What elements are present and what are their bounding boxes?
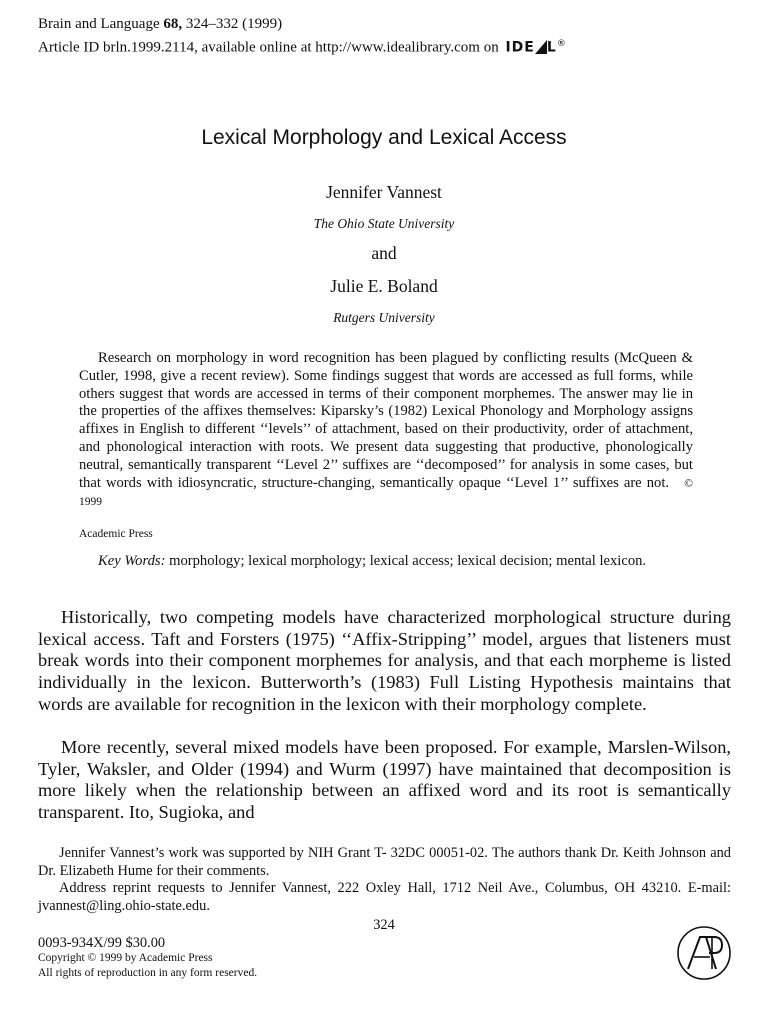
author-name-1: Jennifer Vannest (326, 182, 442, 202)
body-paragraph-2: More recently, several mixed models have been proposed. For example, Marslen-Wilson, Tyler, Waksler, and Older (1994) and Wurm (1997) have maintained that decomposition is more likely when the relationship between an affixed word and its root is semantically transparent. Ito, Sugioka, and (38, 737, 731, 823)
journal-volume: 68, (163, 16, 183, 32)
abstract-press: Academic Press (79, 528, 153, 540)
journal-name: Brain and Language (38, 16, 160, 32)
author-affiliation-2: Rutgers University (333, 310, 435, 325)
author-name-2: Julie E. Boland (330, 276, 438, 296)
article-title: Lexical Morphology and Lexical Access (201, 126, 567, 149)
footnote-funding: Jennifer Vannest’s work was supported by NIH Grant T- 32DC 00051-02. The authors thank Dr. Keith Johnson and Dr. Elizabeth Hume for their comments. (38, 845, 731, 879)
abstract-text: Research on morphology in word recognition has been plagued by conflicting results (McQueen & Cutler, 1998, give a recent review). Some findings suggest that words are accessed as full forms, while others suggest that words are accessed in terms of their component morphemes. The answer may lie in the properties of the affixes themselves: Kiparsky’s (1982) Lexical Phonology and Morphology assigns affixes in English to different ‘‘levels’’ of attachment, based on their productivity, order of attachment, and phonological interaction with roots. We present data suggesting that productive, phonologically neutral, semantically transparent ‘‘Level 2’’ suffixes are ‘‘decomposed’’ for analysis in some cases, but that words with idiosyncratic, structure-changing, semantically opaque ‘‘Level 1’’ suffixes are not. (79, 350, 693, 491)
ideal-wedge-icon (535, 40, 547, 54)
ideal-logo: IDE L® (505, 39, 567, 56)
article-id-line (38, 35, 567, 57)
copyright-line: Copyright © 1999 by Academic Press (38, 952, 213, 964)
author-conjunction: and (371, 243, 397, 263)
footnote-address: Address reprint requests to Jennifer Vannest, 222 Oxley Hall, 1712 Neil Ave., Columbus, OH 43210. E-mail: jvannest@ling.ohio-state.edu. (38, 880, 731, 914)
price-line: 0093-934X/99 $30.00 (38, 935, 166, 951)
article-id-text: Article ID brln.1999.2114, available online at http://www.idealibrary.com on (38, 39, 499, 56)
journal-pages-year: 324–332 (1999) (185, 16, 283, 32)
keywords (79, 553, 693, 571)
rights-line: All rights of reproduction in any form reserved. (38, 966, 258, 979)
keywords-label: Key Words: (98, 553, 166, 569)
body-paragraph-1: Historically, two competing models have characterized morphological structure during lexical access. Taft and Forsters (1975) ‘‘Affix-Stripping’’ model, argues that listeners must break words into their component morphemes for analysis, and that each morpheme is listed individually in the lexicon. Butterworth’s (1983) Full Listing Hypothesis maintains that words are available for recognition in the lexicon with their morphology complete. (38, 607, 731, 714)
abstract (79, 350, 693, 512)
academic-press-logo-icon (676, 925, 732, 981)
copyright-block (38, 951, 257, 980)
journal-citation (38, 15, 282, 33)
page-number: 324 (373, 917, 395, 933)
keywords-text: morphology; lexical morphology; lexical access; lexical decision; mental lexicon. (169, 553, 647, 569)
author-affiliation-1: The Ohio State University (313, 216, 455, 231)
abstract-copyright: © 1999 (79, 477, 693, 509)
